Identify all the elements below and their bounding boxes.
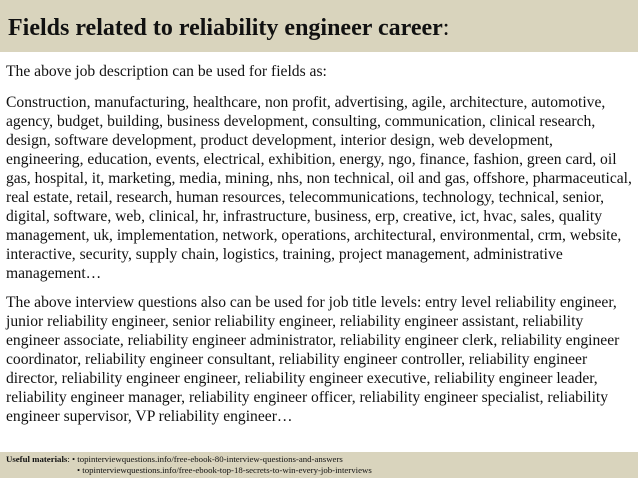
- title-banner: [0, 0, 638, 52]
- intro-text: The above job description can be used for fields as:: [6, 63, 327, 80]
- fields-paragraph: Construction, manufacturing, healthcare, non profit, advertising, agile, architecture, automotive, agency, budget, building, business development, consulting, communication, clinical research, design, software development, product development, interior design, web development, engineering, education, events, electrical, exhibition, energy, ngo, finance, fashion, green card, oil gas, hospital, it, marketing, media, mining, nhs, non technical, oil and gas, offshore, pharmaceutical, real estate, retail, research, human resources, telecommunications, technology, technical, senior, digital, software, web, clinical, hr, infrastructure, business, erp, creative, ict, hvac, sales, quality management, uk, implementation, network, operations, architectural, environmental, crm, website, interactive, security, supply chain, logistics, training, project management, administrative management…: [6, 94, 632, 282]
- footer-banner: [0, 452, 638, 478]
- footer-label-colon: :: [67, 454, 70, 464]
- footer-label: Useful materials: [6, 454, 68, 464]
- job-levels-paragraph: The above interview questions also can be used for job title levels: entry level reliability engineer, junior reliability engineer, senior reliability engineer, reliability engineer assistant, reliability engineer associate, reliability engineer administrator, reliability engineer clerk, reliability engineer coordinator, reliability engineer consultant, reliability engineer controller, reliability engineer director, reliability engineer engineer, reliability engineer executive, reliability engineer leader, reliability engineer manager, reliability engineer officer, reliability engineer specialist, reliability engineer supervisor, VP reliability engineer…: [6, 294, 620, 425]
- footer-link-1[interactable]: • topinterviewquestions.info/free-ebook-80-interview-questions-and-answers: [71, 454, 343, 464]
- slide-title-colon: :: [442, 15, 450, 41]
- slide-title: [8, 14, 638, 42]
- footer-row-1: [6, 454, 638, 465]
- footer-row-2: [6, 465, 638, 476]
- footer-link-2[interactable]: • topinterviewquestions.info/free-ebook-top-18-secrets-to-win-every-job-interviews: [77, 465, 372, 475]
- slide-title-text: Fields related to reliability engineer career: [8, 15, 443, 41]
- slide-content: [6, 62, 634, 436]
